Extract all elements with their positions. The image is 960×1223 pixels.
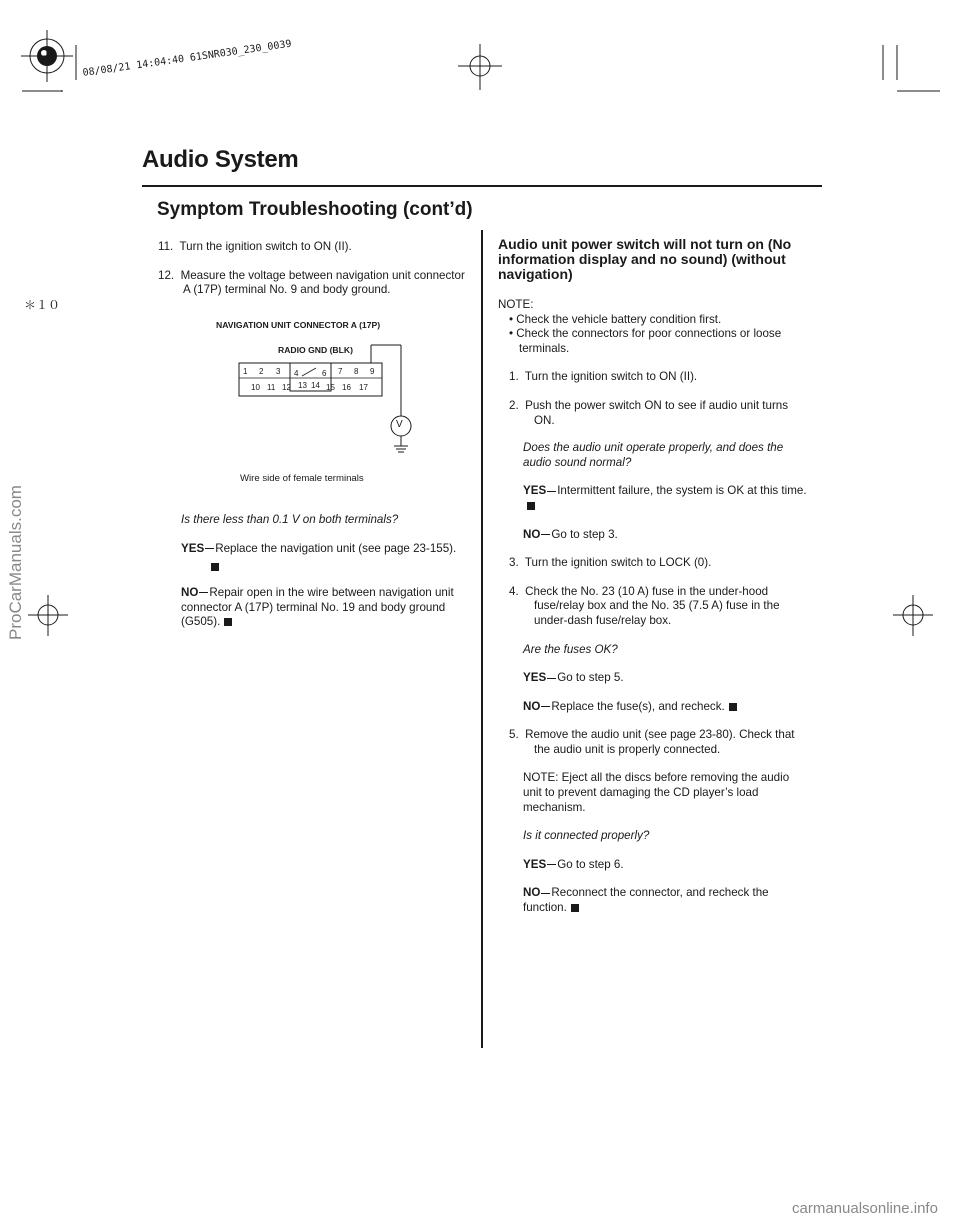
note-item: • Check the vehicle battery condition first. <box>509 312 722 326</box>
dash <box>547 678 556 679</box>
dash <box>547 491 556 492</box>
no-text: Go to step 3. <box>551 527 618 541</box>
dash <box>541 706 550 707</box>
steps-1-2 <box>498 370 810 428</box>
answer-yes-left <box>181 542 473 574</box>
note-item: • Check the connectors for poor connections or loose terminals. <box>509 327 782 355</box>
step-number: 3. <box>509 556 519 570</box>
step-5 <box>509 728 810 757</box>
step-11 <box>158 240 470 255</box>
side-mark: ＊１０ <box>24 298 61 312</box>
end-mark <box>211 563 219 571</box>
diagram-caption: Wire side of female terminals <box>240 473 364 484</box>
step-number: 12. <box>158 268 175 282</box>
answer-no-1 <box>498 528 810 543</box>
dash <box>541 534 550 535</box>
note-label: NOTE: <box>498 298 534 311</box>
answer-yes-2 <box>498 671 810 686</box>
watermark-bottom: carmanualsonline.info <box>792 1200 938 1217</box>
step-text: Remove the audio unit (see page 23-80). Check that the audio unit is properly connected. <box>525 728 795 756</box>
watermark-left: ProCarManuals.com <box>6 485 25 640</box>
pin-11: 11 <box>267 383 276 392</box>
pin-13: 13 <box>298 381 307 390</box>
no-text: Repair open in the wire between navigation unit connector A (17P) terminal No. 19 and body ground (G505). <box>181 586 454 629</box>
step-4 <box>509 585 810 629</box>
no-label: NO <box>523 699 541 713</box>
end-mark <box>571 904 579 912</box>
step-number: 1. <box>509 370 519 384</box>
pin-7: 7 <box>338 367 343 376</box>
pin-8: 8 <box>354 367 359 376</box>
yes-label: YES <box>523 484 547 498</box>
steps-3-4 <box>498 556 810 628</box>
yes-text: Go to step 5. <box>557 671 624 685</box>
connector-diagram <box>236 340 426 460</box>
column-divider <box>481 230 483 1048</box>
note-item-text: Check the vehicle battery condition first. <box>516 312 722 326</box>
end-mark <box>224 618 232 626</box>
answer-no-2 <box>498 700 810 715</box>
end-mark <box>527 502 535 510</box>
left-column <box>158 240 470 298</box>
no-label: NO <box>523 886 541 900</box>
pin-1: 1 <box>243 367 248 376</box>
step-5-note: NOTE: Eject all the discs before removing the audio unit to prevent damaging the CD player’s load mechanism. <box>523 771 790 814</box>
step-text: Turn the ignition switch to ON (II). <box>179 240 352 253</box>
dash <box>199 592 208 593</box>
section-heading: Audio unit power switch will not turn on (No information display and no sound) (without navigation) <box>498 236 792 282</box>
step-text: Turn the ignition switch to ON (II). <box>524 370 698 384</box>
pin-9: 9 <box>370 367 375 376</box>
pin-17: 17 <box>359 383 368 392</box>
connector-label: NAVIGATION UNIT CONNECTOR A (17P) <box>216 320 381 330</box>
no-text: Reconnect the connector, and recheck the function. <box>523 886 769 915</box>
answer-no-left <box>181 586 471 630</box>
yes-text: Intermittent failure, the system is OK at this time. <box>557 484 807 498</box>
wire-label: RADIO GND (BLK) <box>278 345 353 355</box>
note-item-text: Check the connectors for poor connections or loose terminals. <box>516 327 782 355</box>
step-number: 2. <box>509 398 519 412</box>
step-3 <box>509 556 810 571</box>
pin-10: 10 <box>251 383 260 392</box>
no-text: Replace the fuse(s), and recheck. <box>551 699 725 713</box>
no-label: NO <box>181 586 199 599</box>
step-number: 5. <box>509 728 519 742</box>
note-list <box>498 313 810 357</box>
step-1 <box>509 370 810 385</box>
step-number: 11. <box>158 240 174 253</box>
meter-symbol: V <box>396 419 403 430</box>
pin-3: 3 <box>276 367 281 376</box>
question-2: Are the fuses OK? <box>523 642 618 656</box>
step-text: Check the No. 23 (10 A) fuse in the under-hood fuse/relay box and the No. 35 (7.5 A) fuse in the under-dash fuse/relay box. <box>525 584 780 627</box>
yes-label: YES <box>523 857 547 871</box>
pin-4: 4 <box>294 369 299 378</box>
question-1: Does the audio unit operate properly, and does the audio sound normal? <box>523 441 784 469</box>
no-label: NO <box>523 527 541 541</box>
step-text: Turn the ignition switch to LOCK (0). <box>524 556 712 570</box>
dash <box>541 893 550 894</box>
end-mark <box>729 703 737 711</box>
yes-text: Replace the navigation unit (see page 23-155). <box>215 542 457 555</box>
print-stamp: 08/08/21 14:04:40 61SNR030_230_0039 <box>82 38 293 79</box>
right-column <box>498 298 810 916</box>
page-title: Audio System <box>142 146 299 173</box>
pin-2: 2 <box>259 367 264 376</box>
question-3: Is it connected properly? <box>523 829 650 843</box>
title-rule <box>142 185 822 187</box>
question-left: Is there less than 0.1 V on both terminals? <box>181 513 399 526</box>
pin-16: 16 <box>342 383 351 392</box>
step-5-block <box>498 728 810 815</box>
step-2 <box>509 399 810 428</box>
step-text: Measure the voltage between navigation unit connector A (17P) terminal No. 9 and body ground. <box>180 268 465 297</box>
yes-label: YES <box>181 542 205 555</box>
pin-6: 6 <box>322 369 327 378</box>
answer-yes-1 <box>498 484 810 513</box>
step-12 <box>158 269 470 298</box>
yes-text: Go to step 6. <box>557 857 624 871</box>
pin-15: 15 <box>326 383 335 392</box>
step-text: Push the power switch ON to see if audio unit turns ON. <box>525 398 789 427</box>
answer-no-3 <box>498 886 810 915</box>
pin-14: 14 <box>311 381 320 390</box>
yes-label: YES <box>523 671 547 685</box>
pin-12: 12 <box>282 383 291 392</box>
step-number: 4. <box>509 584 519 598</box>
dash <box>205 548 214 549</box>
dash <box>547 864 556 865</box>
page-subtitle: Symptom Troubleshooting (cont’d) <box>157 199 473 220</box>
answer-yes-3 <box>498 858 810 873</box>
